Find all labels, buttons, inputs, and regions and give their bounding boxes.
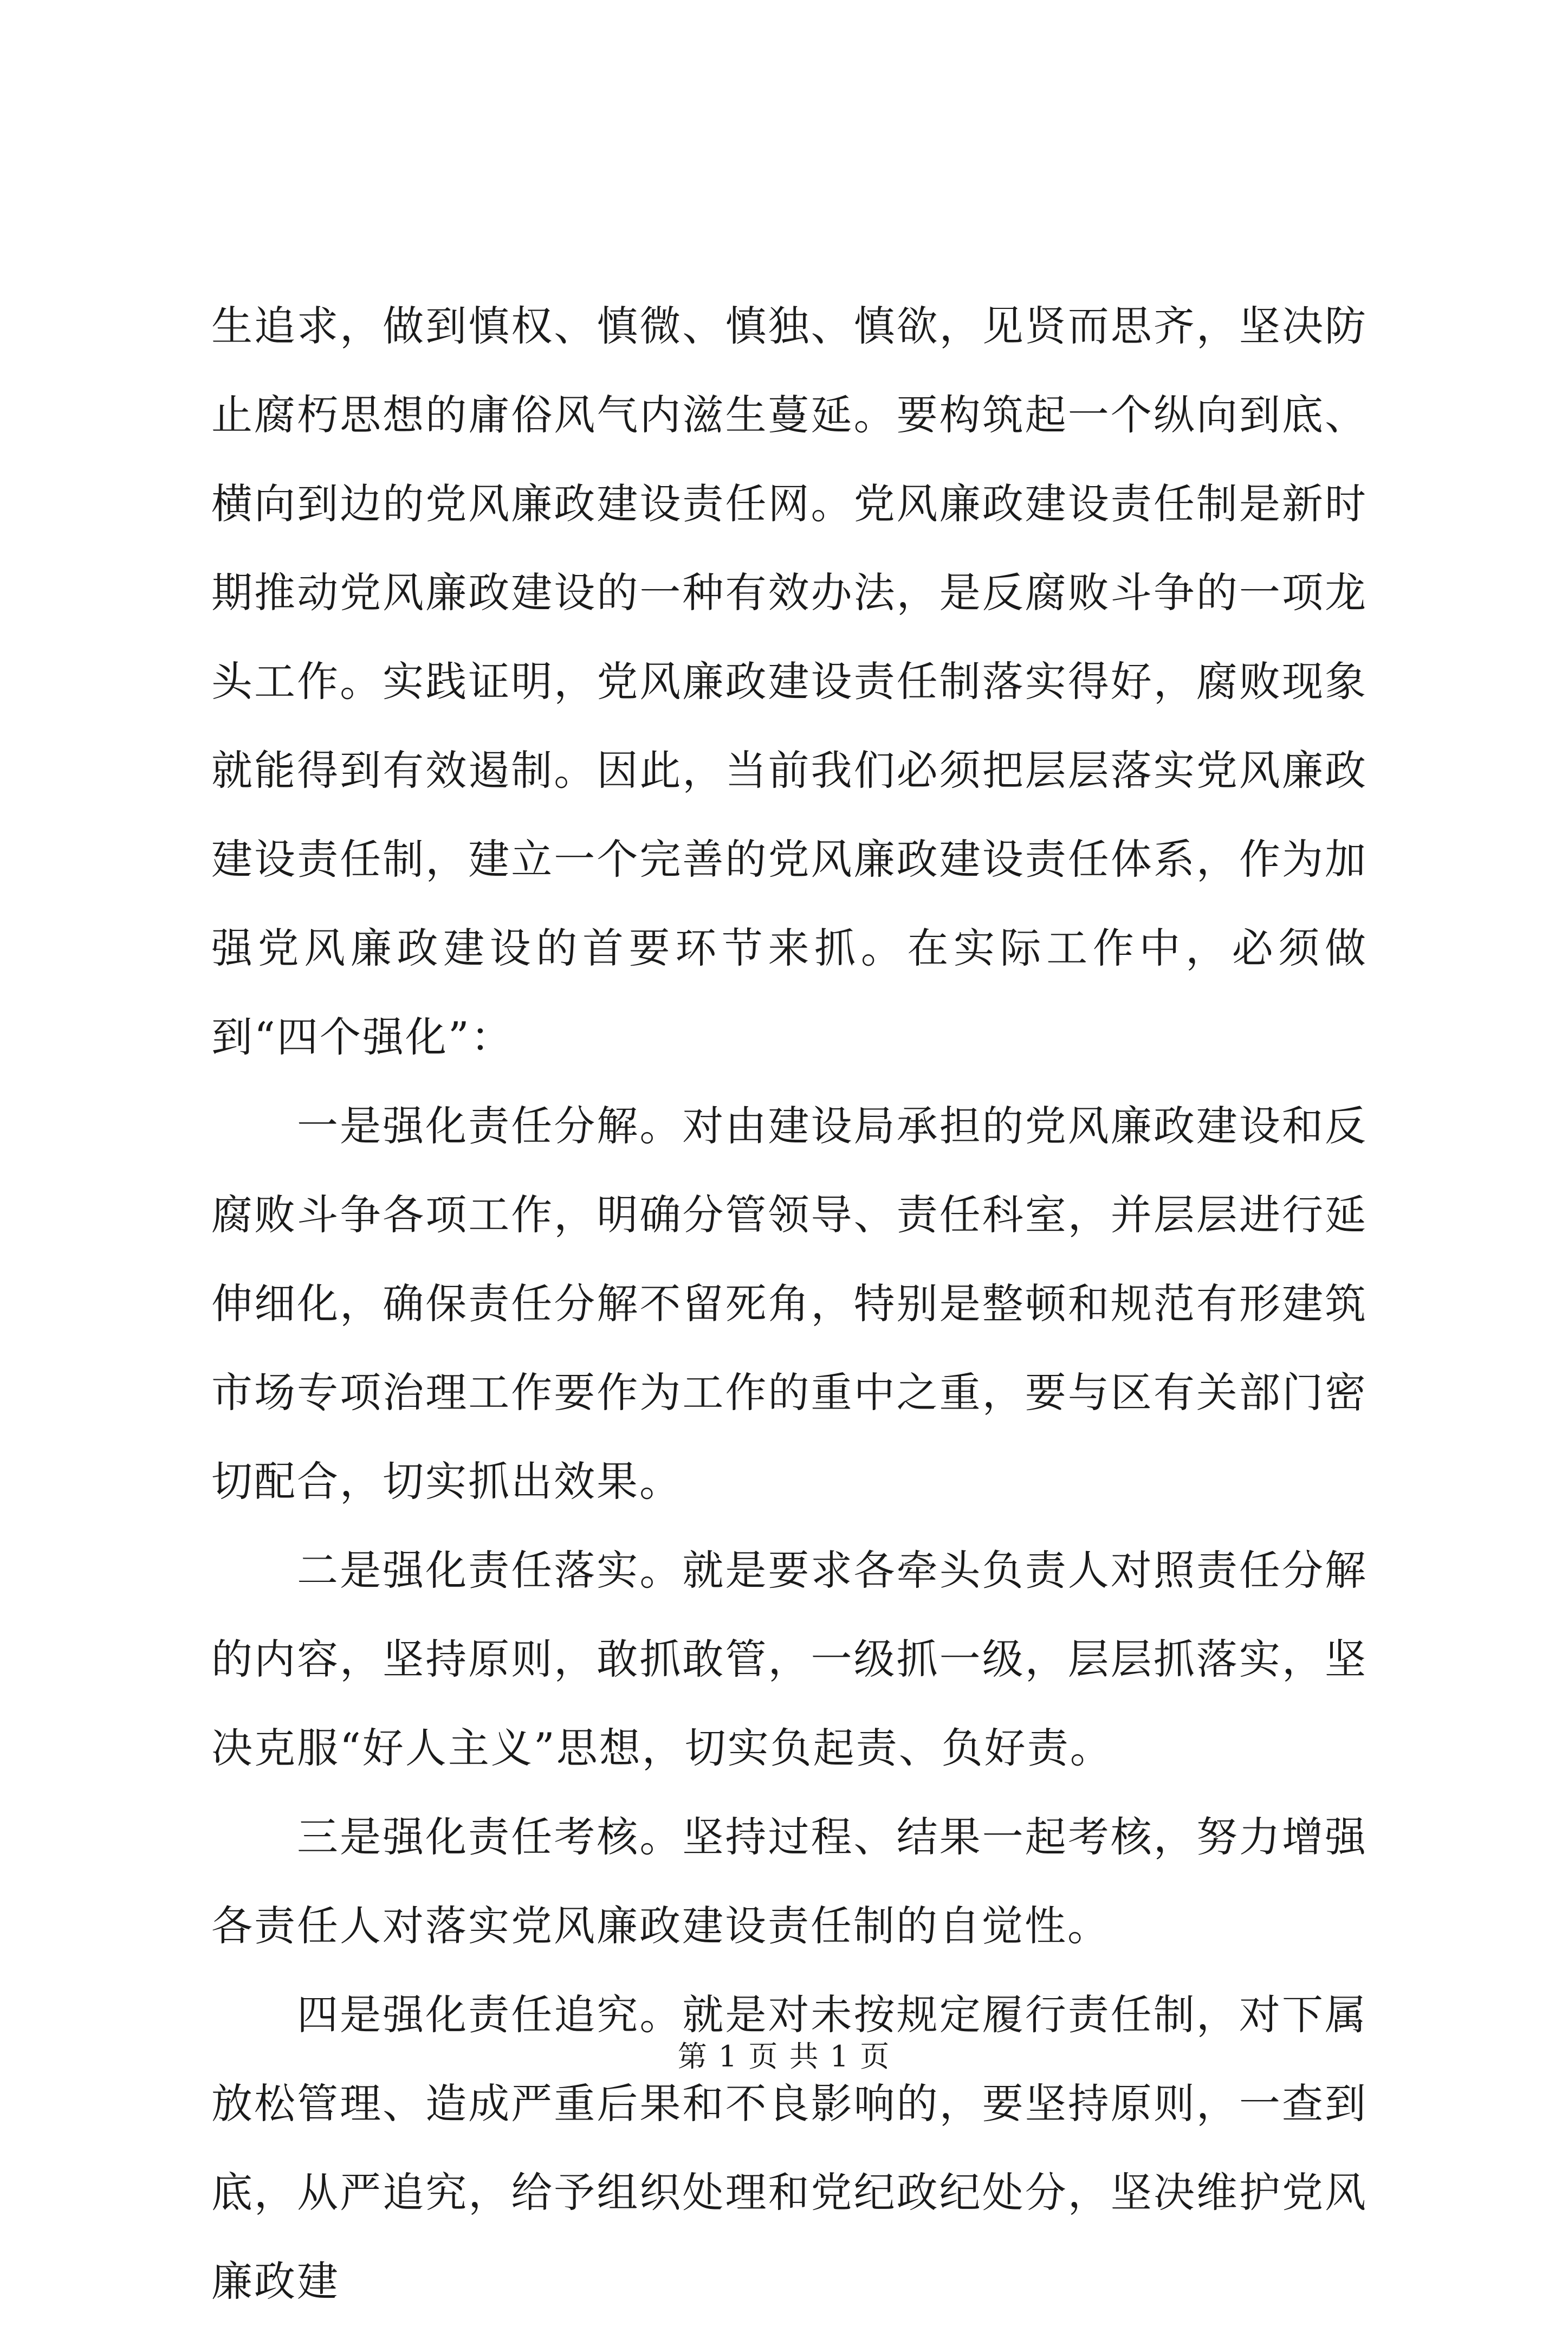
document-body [211,282,1368,2326]
paragraph-4: 三是强化责任考核。坚持过程、结果一起考核，努力增强各责任人对落实党风廉政建设责任制的自觉性。 [211,1813,1368,1950]
page-number-label: 第 1 页 共 1 页 [677,2039,891,2073]
paragraph-5: 四是强化责任追究。就是对未按规定履行责任制，对下属放松管理、造成严重后果和不良影响的，要坚持原则，一查到底，从严追究，给予组织处理和党纪政纪处分，坚决维护党风廉政建 [211,1991,1368,2305]
page-footer [0,2038,1568,2076]
paragraph-1: 生追求，做到慎权、慎微、慎独、慎欲，见贤而思齐，坚决防止腐朽思想的庸俗风气内滋生蔓延。要构筑起一个纵向到底、横向到边的党风廉政建设责任网。党风廉政建设责任制是新时期推动党风廉政建设的一种有效办法，是反腐败斗争的一项龙头工作。实践证明，党风廉政建设责任制落实得好，腐败现象就能得到有效遏制。因此，当前我们必须把层层落实党风廉政建设责任制，建立一个完善的党风廉政建设责任体系，作为加强党风廉政建设的首要环节来抓。在实际工作中，必须做到“四个强化”： [211,302,1368,1061]
paragraph-3: 二是强化责任落实。就是要求各牵头负责人对照责任分解的内容，坚持原则，敢抓敢管，一级抓一级，层层抓落实，坚决克服“好人主义”思想，切实负起责、负好责。 [211,1546,1368,1772]
paragraph-2: 一是强化责任分解。对由建设局承担的党风廉政建设和反腐败斗争各项工作，明确分管领导、责任科室，并层层进行延伸细化，确保责任分解不留死角，特别是整顿和规范有形建筑市场专项治理工作要作为工作的重中之重，要与区有关部门密切配合，切实抓出效果。 [211,1102,1368,1506]
